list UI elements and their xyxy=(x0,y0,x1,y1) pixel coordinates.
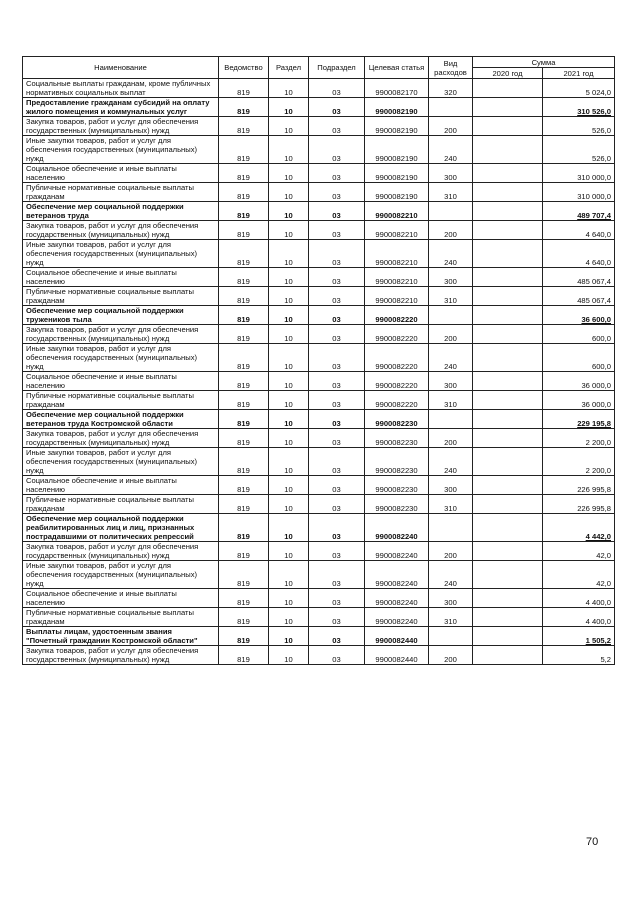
cell-dept: 819 xyxy=(219,448,269,476)
cell-dept: 819 xyxy=(219,514,269,542)
cell-exp-type: 200 xyxy=(429,429,473,448)
cell-section: 10 xyxy=(269,542,309,561)
cell-2021: 4 400,0 xyxy=(543,608,615,627)
cell-2020 xyxy=(473,410,543,429)
cell-2021: 5 024,0 xyxy=(543,79,615,98)
table-row xyxy=(23,164,615,183)
cell-subsection: 03 xyxy=(309,589,365,608)
cell-2021: 36 000,0 xyxy=(543,391,615,410)
cell-section: 10 xyxy=(269,608,309,627)
cell-dept: 819 xyxy=(219,221,269,240)
cell-dept: 819 xyxy=(219,98,269,117)
cell-section: 10 xyxy=(269,306,309,325)
cell-name: Социальное обеспечение и иные выплаты населению xyxy=(23,476,219,495)
cell-2020 xyxy=(473,627,543,646)
cell-section: 10 xyxy=(269,183,309,202)
cell-subsection: 03 xyxy=(309,646,365,665)
cell-subsection: 03 xyxy=(309,136,365,164)
cell-exp-type: 240 xyxy=(429,448,473,476)
cell-subsection: 03 xyxy=(309,514,365,542)
cell-name: Публичные нормативные социальные выплаты гражданам xyxy=(23,391,219,410)
cell-2021: 5,2 xyxy=(543,646,615,665)
header-subsection: Подраздел xyxy=(309,57,365,79)
header-dept: Ведомство xyxy=(219,57,269,79)
cell-exp-type: 200 xyxy=(429,325,473,344)
cell-2020 xyxy=(473,164,543,183)
cell-2021: 310 000,0 xyxy=(543,183,615,202)
cell-exp-type: 240 xyxy=(429,136,473,164)
cell-section: 10 xyxy=(269,268,309,287)
cell-dept: 819 xyxy=(219,306,269,325)
table-row xyxy=(23,372,615,391)
cell-2020 xyxy=(473,287,543,306)
cell-dept: 819 xyxy=(219,646,269,665)
cell-2021: 600,0 xyxy=(543,325,615,344)
cell-2021: 526,0 xyxy=(543,117,615,136)
cell-target: 9900082440 xyxy=(365,646,429,665)
cell-2020 xyxy=(473,476,543,495)
cell-section: 10 xyxy=(269,117,309,136)
cell-section: 10 xyxy=(269,202,309,221)
cell-subsection: 03 xyxy=(309,164,365,183)
cell-2021: 526,0 xyxy=(543,136,615,164)
cell-target: 9900082170 xyxy=(365,79,429,98)
cell-exp-type xyxy=(429,98,473,117)
table-row xyxy=(23,448,615,476)
cell-section: 10 xyxy=(269,79,309,98)
table-row xyxy=(23,202,615,221)
header-year-2020: 2020 год xyxy=(473,68,543,79)
cell-2020 xyxy=(473,202,543,221)
cell-2021: 310 000,0 xyxy=(543,164,615,183)
table-row xyxy=(23,240,615,268)
cell-exp-type: 240 xyxy=(429,561,473,589)
cell-dept: 819 xyxy=(219,268,269,287)
table-row xyxy=(23,183,615,202)
cell-2020 xyxy=(473,344,543,372)
table-row xyxy=(23,117,615,136)
cell-name: Закупка товаров, работ и услуг для обеспечения государственных (муниципальных) нужд xyxy=(23,542,219,561)
cell-2020 xyxy=(473,646,543,665)
cell-name: Закупка товаров, работ и услуг для обеспечения государственных (муниципальных) нужд xyxy=(23,117,219,136)
cell-2021: 1 505,2 xyxy=(543,627,615,646)
cell-2021: 489 707,4 xyxy=(543,202,615,221)
cell-exp-type: 300 xyxy=(429,372,473,391)
cell-target: 9900082230 xyxy=(365,429,429,448)
cell-2020 xyxy=(473,542,543,561)
cell-exp-type: 310 xyxy=(429,495,473,514)
table-row xyxy=(23,79,615,98)
cell-section: 10 xyxy=(269,627,309,646)
cell-name: Публичные нормативные социальные выплаты гражданам xyxy=(23,287,219,306)
cell-2021: 229 195,8 xyxy=(543,410,615,429)
cell-exp-type xyxy=(429,627,473,646)
cell-subsection: 03 xyxy=(309,240,365,268)
cell-target: 9900082240 xyxy=(365,608,429,627)
cell-subsection: 03 xyxy=(309,561,365,589)
cell-exp-type: 310 xyxy=(429,391,473,410)
cell-2020 xyxy=(473,221,543,240)
cell-name: Социальное обеспечение и иные выплаты населению xyxy=(23,268,219,287)
cell-section: 10 xyxy=(269,495,309,514)
cell-section: 10 xyxy=(269,164,309,183)
budget-table xyxy=(22,56,615,665)
cell-exp-type: 240 xyxy=(429,344,473,372)
cell-2021: 226 995,8 xyxy=(543,495,615,514)
cell-target: 9900082240 xyxy=(365,542,429,561)
table-row xyxy=(23,429,615,448)
cell-section: 10 xyxy=(269,98,309,117)
cell-target: 9900082220 xyxy=(365,372,429,391)
page-number: 70 xyxy=(586,836,599,848)
cell-2020 xyxy=(473,514,543,542)
cell-dept: 819 xyxy=(219,287,269,306)
cell-subsection: 03 xyxy=(309,202,365,221)
cell-2020 xyxy=(473,495,543,514)
cell-name: Иные закупки товаров, работ и услуг для обеспечения государственных (муниципальных) нужд xyxy=(23,344,219,372)
cell-target: 9900082190 xyxy=(365,183,429,202)
cell-dept: 819 xyxy=(219,117,269,136)
cell-exp-type xyxy=(429,202,473,221)
table-row xyxy=(23,306,615,325)
cell-name: Обеспечение мер социальной поддержки ветеранов труда Костромской области xyxy=(23,410,219,429)
cell-name: Обеспечение мер социальной поддержки реабилитированных лиц и лиц, признанных пострадавшими от политических репрессий xyxy=(23,514,219,542)
cell-dept: 819 xyxy=(219,542,269,561)
cell-target: 9900082230 xyxy=(365,448,429,476)
table-row xyxy=(23,98,615,117)
cell-subsection: 03 xyxy=(309,542,365,561)
cell-dept: 819 xyxy=(219,325,269,344)
cell-name: Иные закупки товаров, работ и услуг для обеспечения государственных (муниципальных) нужд xyxy=(23,136,219,164)
table-row xyxy=(23,476,615,495)
cell-name: Закупка товаров, работ и услуг для обеспечения государственных (муниципальных) нужд xyxy=(23,221,219,240)
table-row xyxy=(23,344,615,372)
cell-subsection: 03 xyxy=(309,495,365,514)
cell-exp-type: 300 xyxy=(429,589,473,608)
cell-2021: 4 640,0 xyxy=(543,240,615,268)
cell-section: 10 xyxy=(269,221,309,240)
cell-target: 9900082210 xyxy=(365,221,429,240)
table-row xyxy=(23,410,615,429)
cell-2020 xyxy=(473,561,543,589)
table-row xyxy=(23,589,615,608)
cell-exp-type: 200 xyxy=(429,542,473,561)
cell-dept: 819 xyxy=(219,589,269,608)
cell-section: 10 xyxy=(269,391,309,410)
cell-exp-type: 200 xyxy=(429,117,473,136)
cell-2021: 2 200,0 xyxy=(543,448,615,476)
table-row xyxy=(23,136,615,164)
header-name: Наименование xyxy=(23,57,219,79)
table-row xyxy=(23,495,615,514)
cell-target: 9900082230 xyxy=(365,410,429,429)
cell-exp-type: 300 xyxy=(429,268,473,287)
cell-target: 9900082190 xyxy=(365,164,429,183)
cell-name: Обеспечение мер социальной поддержки тружеников тыла xyxy=(23,306,219,325)
cell-exp-type: 200 xyxy=(429,221,473,240)
cell-name: Иные закупки товаров, работ и услуг для обеспечения государственных (муниципальных) нужд xyxy=(23,561,219,589)
cell-target: 9900082230 xyxy=(365,476,429,495)
header-section: Раздел xyxy=(269,57,309,79)
cell-subsection: 03 xyxy=(309,429,365,448)
cell-2021: 485 067,4 xyxy=(543,287,615,306)
table-row xyxy=(23,561,615,589)
cell-subsection: 03 xyxy=(309,79,365,98)
cell-subsection: 03 xyxy=(309,325,365,344)
cell-dept: 819 xyxy=(219,429,269,448)
cell-target: 9900082190 xyxy=(365,98,429,117)
cell-target: 9900082220 xyxy=(365,325,429,344)
table-row xyxy=(23,391,615,410)
cell-exp-type: 310 xyxy=(429,608,473,627)
table-row xyxy=(23,608,615,627)
cell-exp-type: 300 xyxy=(429,164,473,183)
cell-name: Закупка товаров, работ и услуг для обеспечения государственных (муниципальных) нужд xyxy=(23,325,219,344)
cell-subsection: 03 xyxy=(309,183,365,202)
cell-2021: 485 067,4 xyxy=(543,268,615,287)
table-row xyxy=(23,542,615,561)
cell-subsection: 03 xyxy=(309,221,365,240)
cell-target: 9900082220 xyxy=(365,344,429,372)
cell-subsection: 03 xyxy=(309,410,365,429)
header-exp-type: Вид расходов xyxy=(429,57,473,79)
cell-2020 xyxy=(473,79,543,98)
cell-subsection: 03 xyxy=(309,391,365,410)
cell-target: 9900082210 xyxy=(365,240,429,268)
cell-2021: 36 000,0 xyxy=(543,372,615,391)
cell-exp-type: 310 xyxy=(429,287,473,306)
cell-dept: 819 xyxy=(219,391,269,410)
cell-name: Иные закупки товаров, работ и услуг для обеспечения государственных (муниципальных) нужд xyxy=(23,448,219,476)
cell-subsection: 03 xyxy=(309,608,365,627)
cell-2020 xyxy=(473,183,543,202)
cell-dept: 819 xyxy=(219,608,269,627)
cell-2021: 310 526,0 xyxy=(543,98,615,117)
cell-2021: 600,0 xyxy=(543,344,615,372)
cell-section: 10 xyxy=(269,448,309,476)
table-header xyxy=(23,57,615,79)
cell-2021: 4 640,0 xyxy=(543,221,615,240)
cell-target: 9900082210 xyxy=(365,202,429,221)
cell-subsection: 03 xyxy=(309,98,365,117)
cell-dept: 819 xyxy=(219,183,269,202)
table-row xyxy=(23,514,615,542)
cell-subsection: 03 xyxy=(309,627,365,646)
cell-2021: 4 442,0 xyxy=(543,514,615,542)
cell-section: 10 xyxy=(269,429,309,448)
cell-name: Иные закупки товаров, работ и услуг для обеспечения государственных (муниципальных) нужд xyxy=(23,240,219,268)
cell-dept: 819 xyxy=(219,410,269,429)
cell-2020 xyxy=(473,306,543,325)
cell-2020 xyxy=(473,608,543,627)
cell-2020 xyxy=(473,391,543,410)
cell-target: 9900082190 xyxy=(365,136,429,164)
cell-section: 10 xyxy=(269,514,309,542)
cell-exp-type xyxy=(429,306,473,325)
cell-dept: 819 xyxy=(219,202,269,221)
cell-target: 9900082240 xyxy=(365,589,429,608)
cell-name: Социальное обеспечение и иные выплаты населению xyxy=(23,164,219,183)
cell-dept: 819 xyxy=(219,561,269,589)
cell-2020 xyxy=(473,589,543,608)
cell-2020 xyxy=(473,98,543,117)
cell-target: 9900082240 xyxy=(365,561,429,589)
cell-dept: 819 xyxy=(219,79,269,98)
cell-exp-type: 320 xyxy=(429,79,473,98)
cell-target: 9900082190 xyxy=(365,117,429,136)
cell-name: Публичные нормативные социальные выплаты гражданам xyxy=(23,608,219,627)
cell-2020 xyxy=(473,136,543,164)
cell-dept: 819 xyxy=(219,164,269,183)
cell-2021: 226 995,8 xyxy=(543,476,615,495)
cell-dept: 819 xyxy=(219,372,269,391)
cell-name: Социальное обеспечение и иные выплаты населению xyxy=(23,589,219,608)
cell-name: Закупка товаров, работ и услуг для обеспечения государственных (муниципальных) нужд xyxy=(23,646,219,665)
cell-name: Социальное обеспечение и иные выплаты населению xyxy=(23,372,219,391)
table-row xyxy=(23,287,615,306)
cell-2020 xyxy=(473,117,543,136)
cell-2021: 42,0 xyxy=(543,542,615,561)
cell-section: 10 xyxy=(269,589,309,608)
cell-section: 10 xyxy=(269,344,309,372)
cell-dept: 819 xyxy=(219,627,269,646)
header-sum: Сумма xyxy=(473,57,615,68)
cell-2020 xyxy=(473,372,543,391)
cell-target: 9900082240 xyxy=(365,514,429,542)
cell-target: 9900082220 xyxy=(365,306,429,325)
cell-target: 9900082210 xyxy=(365,287,429,306)
cell-2021: 4 400,0 xyxy=(543,589,615,608)
cell-2021: 42,0 xyxy=(543,561,615,589)
cell-2020 xyxy=(473,325,543,344)
cell-section: 10 xyxy=(269,325,309,344)
cell-dept: 819 xyxy=(219,240,269,268)
budget-table-container xyxy=(22,56,614,665)
cell-2020 xyxy=(473,240,543,268)
table-row xyxy=(23,268,615,287)
cell-name: Выплаты лицам, удостоенным звания "Почетный гражданин Костромской области" xyxy=(23,627,219,646)
cell-2020 xyxy=(473,448,543,476)
cell-2021: 36 600,0 xyxy=(543,306,615,325)
cell-2021: 2 200,0 xyxy=(543,429,615,448)
cell-exp-type xyxy=(429,514,473,542)
cell-subsection: 03 xyxy=(309,268,365,287)
cell-name: Закупка товаров, работ и услуг для обеспечения государственных (муниципальных) нужд xyxy=(23,429,219,448)
cell-2020 xyxy=(473,268,543,287)
cell-section: 10 xyxy=(269,240,309,268)
cell-section: 10 xyxy=(269,561,309,589)
cell-subsection: 03 xyxy=(309,306,365,325)
cell-subsection: 03 xyxy=(309,448,365,476)
cell-target: 9900082210 xyxy=(365,268,429,287)
cell-section: 10 xyxy=(269,646,309,665)
cell-section: 10 xyxy=(269,136,309,164)
cell-name: Публичные нормативные социальные выплаты гражданам xyxy=(23,495,219,514)
table-row xyxy=(23,221,615,240)
cell-name: Социальные выплаты гражданам, кроме публичных нормативных социальных выплат xyxy=(23,79,219,98)
cell-subsection: 03 xyxy=(309,344,365,372)
cell-exp-type: 240 xyxy=(429,240,473,268)
cell-exp-type xyxy=(429,410,473,429)
cell-subsection: 03 xyxy=(309,287,365,306)
cell-section: 10 xyxy=(269,372,309,391)
table-row xyxy=(23,627,615,646)
cell-section: 10 xyxy=(269,287,309,306)
cell-dept: 819 xyxy=(219,495,269,514)
cell-name: Обеспечение мер социальной поддержки ветеранов труда xyxy=(23,202,219,221)
table-row xyxy=(23,325,615,344)
cell-dept: 819 xyxy=(219,344,269,372)
cell-section: 10 xyxy=(269,410,309,429)
table-row xyxy=(23,646,615,665)
cell-subsection: 03 xyxy=(309,117,365,136)
cell-exp-type: 300 xyxy=(429,476,473,495)
cell-subsection: 03 xyxy=(309,372,365,391)
cell-target: 9900082230 xyxy=(365,495,429,514)
cell-target: 9900082220 xyxy=(365,391,429,410)
cell-name: Публичные нормативные социальные выплаты гражданам xyxy=(23,183,219,202)
table-body xyxy=(23,79,615,665)
cell-section: 10 xyxy=(269,476,309,495)
cell-exp-type: 200 xyxy=(429,646,473,665)
header-year-2021: 2021 год xyxy=(543,68,615,79)
cell-dept: 819 xyxy=(219,476,269,495)
cell-exp-type: 310 xyxy=(429,183,473,202)
cell-name: Предоставление гражданам субсидий на оплату жилого помещения и коммунальных услуг xyxy=(23,98,219,117)
header-target: Целевая статья xyxy=(365,57,429,79)
cell-subsection: 03 xyxy=(309,476,365,495)
cell-dept: 819 xyxy=(219,136,269,164)
cell-2020 xyxy=(473,429,543,448)
cell-target: 9900082440 xyxy=(365,627,429,646)
